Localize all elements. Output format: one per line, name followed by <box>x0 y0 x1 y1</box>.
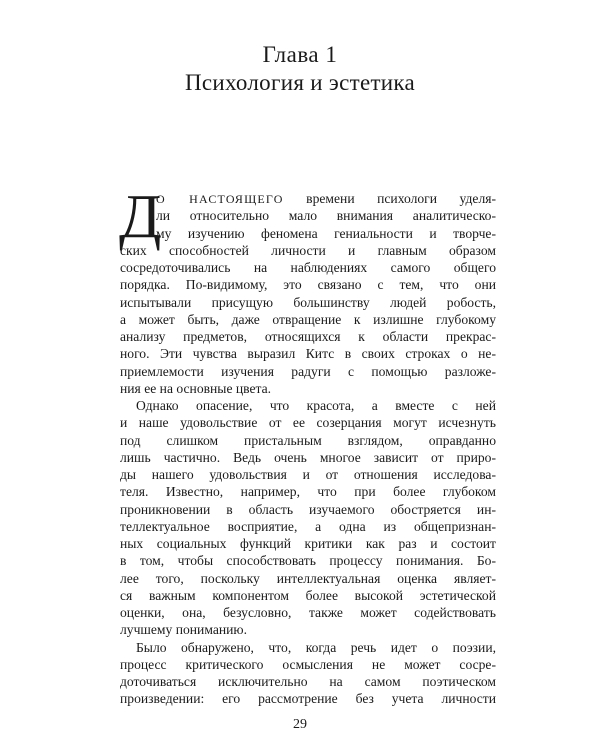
text-line: процесс критического осмысления не может сосре- <box>120 656 496 672</box>
text-line: ды нашего удовольствия и от отношения исследова- <box>120 467 496 482</box>
text-line: лее того, поскольку интеллектуальная оценка являет- <box>120 570 496 586</box>
text-line: теллектуальное восприятие, а одна из общепризнан- <box>120 518 496 534</box>
text-line: под слишком пристальным взглядом, оправданно <box>120 432 496 448</box>
text-line: Было обнаружено, что, когда речь идет о поэзии, <box>136 639 496 655</box>
text-line-rest: времени психологи уделя- <box>283 191 497 206</box>
text-line: порядка. По-видимому, это связано с тем, что они <box>120 277 496 293</box>
text-line: ных социальных функций критики как раз и состоит <box>120 536 496 551</box>
chapter-title: Психология и эстетика <box>184 70 416 95</box>
text-line: анализу предметов, относящихся к области прекрас- <box>120 329 496 344</box>
text-line: произведении: его рассмотрение без учета личности <box>120 691 496 707</box>
text-line <box>120 190 496 207</box>
text-line: в том, чтобы способствовать процессу понимания. Бо- <box>120 553 496 569</box>
text-line: проникновении в область изучаемого обостряется ин- <box>120 501 496 517</box>
text-line: ли относительно мало внимания аналитическо- <box>156 208 496 224</box>
text-line: испытывали присущую большинству людей робость, <box>120 294 496 310</box>
chapter-number: Глава 1 <box>262 42 338 67</box>
text-line: сосредоточивались на наблюдениях самого общего <box>120 260 496 275</box>
text-line: а может быть, даже отвращение к излишне глубокому <box>120 311 496 327</box>
text-line: ских способностей личности и главным образом <box>120 242 496 258</box>
text-line: ного. Эти чувства выразил Китс в своих строках о не- <box>120 346 496 362</box>
text-line: теля. Известно, например, что при более глубоком <box>120 484 496 500</box>
drop-cap: Д <box>119 183 162 251</box>
text-line: лучшему пониманию. <box>120 622 247 638</box>
text-line: Однако опасение, что красота, а вместе с ней <box>136 398 496 413</box>
text-line: ся важным компонентом более высокой эстетической <box>120 587 496 603</box>
text-line: приемлемости изучения радуги с помощью разложе- <box>120 363 496 379</box>
text-line: ния ее на основные цвета. <box>120 380 272 396</box>
text-line: и наше удовольствие от ее созерцания могут исчезнуть <box>120 415 496 431</box>
text-line: му изучению феномена гениальности и творче- <box>156 225 496 241</box>
text-line: лишь частично. Ведь очень многое зависит от приро- <box>120 449 496 465</box>
text-line: доточиваться исключительно на самом поэтическом <box>120 674 496 689</box>
body-text <box>119 183 497 708</box>
text-line: оценки, она, безусловно, также может содействовать <box>120 605 496 620</box>
small-caps-lead: О НАСТОЯЩЕГО <box>156 192 284 206</box>
page-number: 29 <box>293 717 307 732</box>
